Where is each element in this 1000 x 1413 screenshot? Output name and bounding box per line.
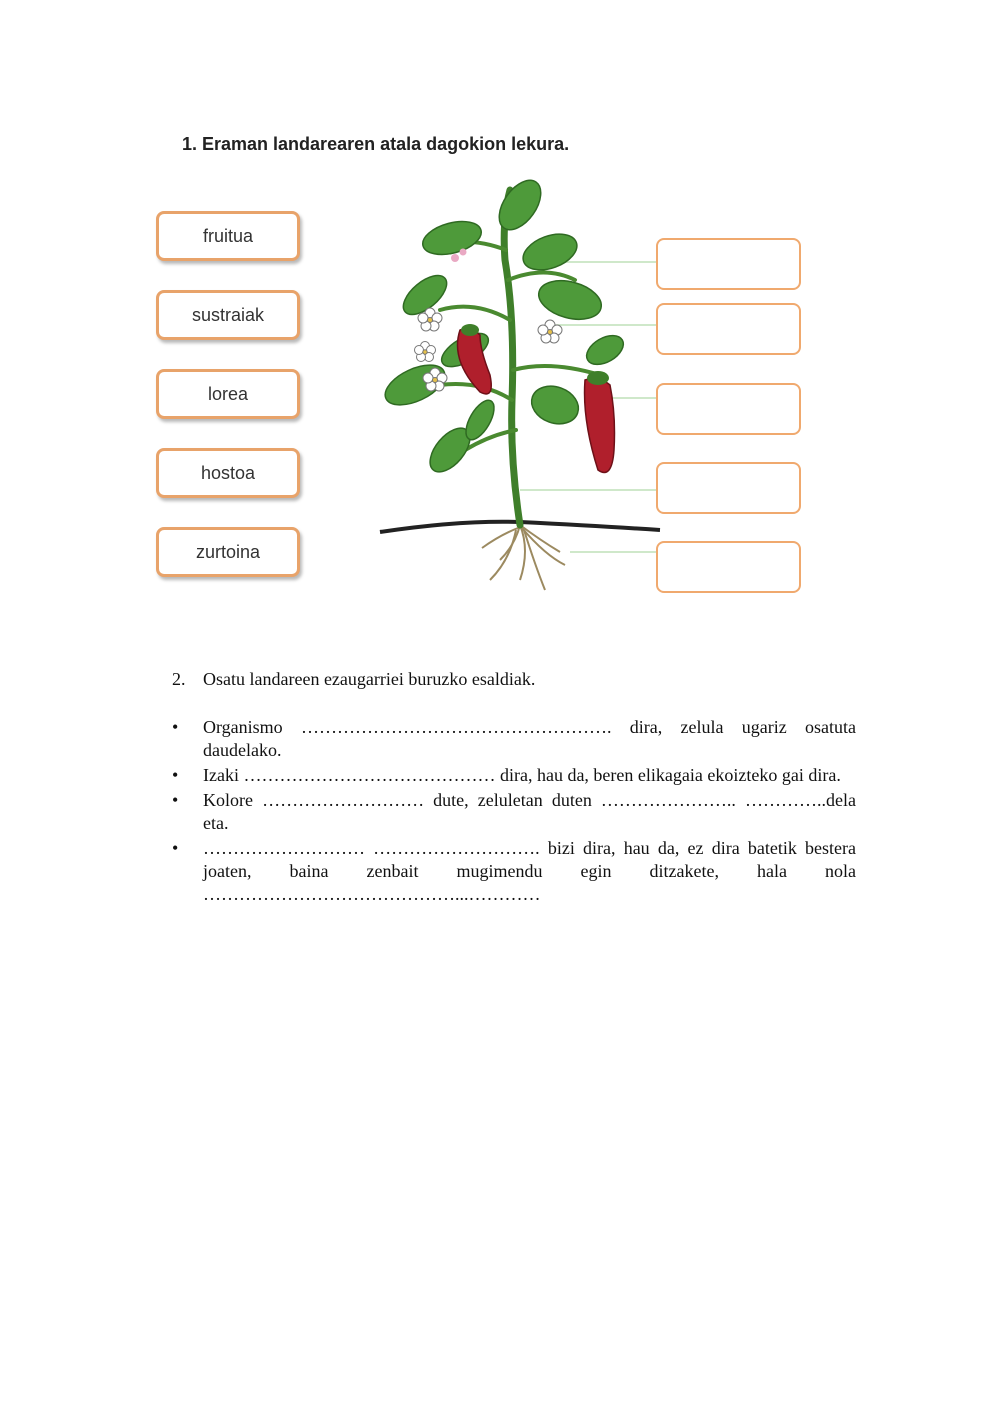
- label-card-zurtoina[interactable]: zurtoina: [156, 527, 300, 577]
- sentence-item: • Izaki …………………………………… dira, hau da, beren elikagaia ekoizteko gai dira.: [203, 764, 856, 787]
- drop-box-1[interactable]: [656, 238, 801, 290]
- roots: [482, 525, 565, 590]
- exercise-2-title: [172, 669, 535, 690]
- label-card-sustraiak[interactable]: sustraiak: [156, 290, 300, 340]
- sentence-item: • Organismo ……………………………………………. dira, zelula ugariz osatuta daudelako.: [203, 716, 856, 762]
- sentence-list: [203, 716, 856, 908]
- exercise-2-title-text: Osatu landareen ezaugarriei buruzko esaldiak.: [203, 669, 536, 689]
- exercise-2-number: 2.: [172, 669, 186, 689]
- sentence-item: • Kolore ……………………… dute, zeluletan duten ………………….. …………..dela eta.: [203, 789, 856, 835]
- drop-box-3[interactable]: [656, 383, 801, 435]
- drop-box-2[interactable]: [656, 303, 801, 355]
- stem: [504, 190, 520, 525]
- drop-box-4[interactable]: [656, 462, 801, 514]
- sentence-item: • ……………………… ………………………. bizi dira, hau da, ez dira batetik bestera joaten, baina zenbait mugimendu egin ditzakete, hala nola ……………………………………...…………: [203, 837, 856, 906]
- label-card-hostoa[interactable]: hostoa: [156, 448, 300, 498]
- label-card-lorea[interactable]: lorea: [156, 369, 300, 419]
- exercise-1-title: 1. Eraman landarearen atala dagokion lekura.: [182, 134, 570, 154]
- drop-box-5[interactable]: [656, 541, 801, 593]
- label-card-fruitua[interactable]: fruitua: [156, 211, 300, 261]
